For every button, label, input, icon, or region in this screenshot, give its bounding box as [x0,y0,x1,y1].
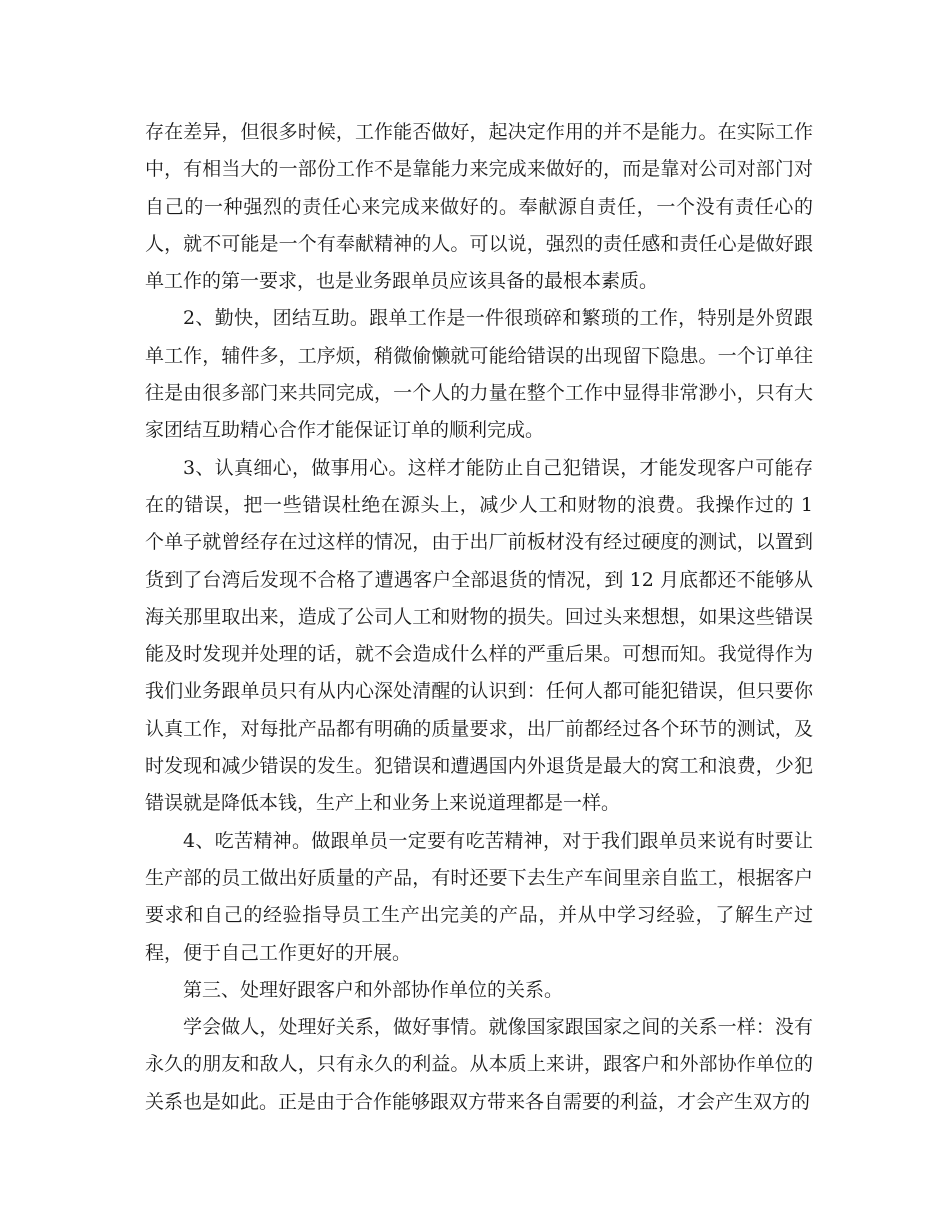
paragraph-point-3-carefulness: 3、认真细心，做事用心。这样才能防止自己犯错误，才能发现客户可能存在的错误，把一些错误杜绝在源头上，减少人工和财物的浪费。我操作过的 1 个单子就曾经存在过这样的情况，由于出厂前板材没有经过硬度的测试，以置到货到了台湾后发现不合格了遭遇客户全部退货的情况，到 12 月底都还不能够从海关那里取出来，造成了公司人工和财物的损失。回过头来想想，如果这些错误能及时发现并处理的话，就不会造成什么样的严重后果。可想而知。我觉得作为我们业务跟单员只有从内心深处清醒的认识到：任何人都可能犯错误，但只要你认真工作，对每批产品都有明确的质量要求，出厂前都经过各个环节的测试，及时发现和减少错误的发生。犯错误和遭遇国内外退货是最大的窝工和浪费，少犯错误就是降低本钱，生产上和业务上来说道理都是一样。 [145,456,813,815]
paragraph-point-4-hardwork: 4、吃苦精神。做跟单员一定要有吃苦精神，对于我们跟单员来说有时要让生产部的员工做出好质量的产品，有时还要下去生产车间里亲自监工，根据客户要求和自己的经验指导员工生产出完美的产品，并从中学习经验，了解生产过程，便于自己工作更好的开展。 [145,829,813,964]
paragraph-relationships: 学会做人，处理好关系，做好事情。就像国家跟国家之间的关系一样：没有永久的朋友和敌人，只有永久的利益。从本质上来讲，跟客户和外部协作单位的关系也是如此。正是由于合作能够跟双方带来各自需要的利益，才会产生双方的 [145,1016,813,1113]
section-heading-third: 第三、处理好跟客户和外部协作单位的关系。 [183,978,564,1001]
document-body [145,114,813,1121]
paragraph-responsibility-continued: 存在差异，但很多时候，工作能否做好，起决定作用的并不是能力。在实际工作中，有相当大的一部份工作不是靠能力来完成来做好的，而是靠对公司对部门对自己的一种强烈的责任心来完成来做好的。奉献源自责任，一个没有责任心的人，就不可能是一个有奉献精神的人。可以说，强烈的责任感和责任心是做好跟单工作的第一要求，也是业务跟单员应该具备的最根本素质。 [145,121,813,293]
paragraph-point-2-teamwork: 2、勤快，团结互助。跟单工作是一件很琐碎和繁琐的工作，特别是外贸跟单工作，辅件多，工序烦，稍微偷懒就可能给错误的出现留下隐患。一个订单往往是由很多部门来共同完成，一个人的力量在整个工作中显得非常渺小，只有大家团结互助精心合作才能保证订单的顺利完成。 [145,307,813,442]
